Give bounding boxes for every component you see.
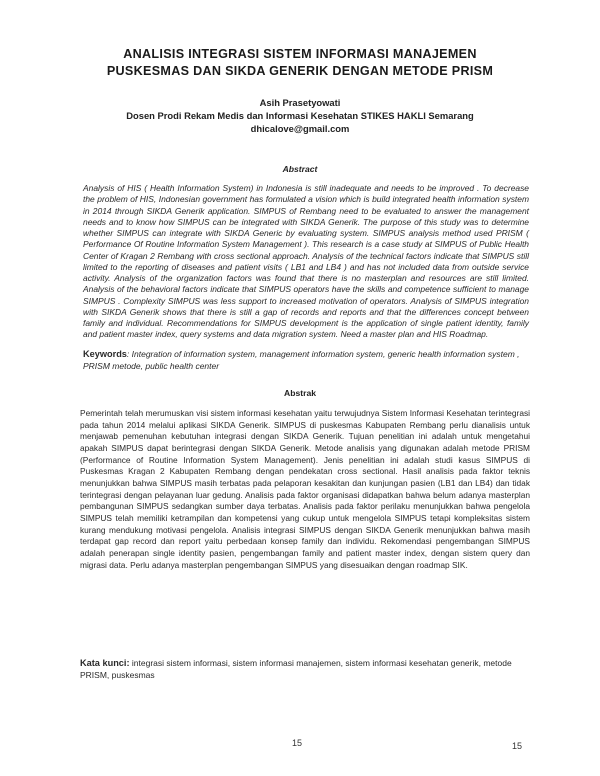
abstract-english: Analysis of HIS ( Health Information System) in Indonesia is still inadequate and needs to be improved . To decrease the problem of HIS, Indonesian government has formulated a vision which is build integrated health information system in 2014 through SIKDA Generik application. SIMPUS of Rembang need to be evaluated to answer the management needs and to know how SIMPUS can be integrated with SIKDA Generik. The purpose of this study was to determine whether SIMPUS can integrate with SIKDA Generic by evaluating system. SIMPUS analysis method used PRISM ( Performance Of Routine Information System Management ). This research is a case study at SIMPUS of Public Health Center of Kragan 2 Rembang with cross sectional approach. Analysis of the technical factors indicate that SIMPUS still limited to the reporting of diseases and patient visits ( LB1 and LB4 ) and has not included data from outside service activity. Analysis of the organization factors was found that there is no masterplan and resources are still limited. Analysis of the behavioral factors indicate that SIMPUS operators have the skills and competence sufficient to manage SIMPUS . Complexity SIMPUS was less support to increased motivation of operators. Analysis of SIMPUS integration with SIKDA Generik shows that there is still a gap of records and reports and that the differences concept between family and individual. Recommendations for SIMPUS development is the application of single patient identity, family and patient master index, query systems and data migration system. Need a master plan and HIS Roadmap. [83, 183, 529, 340]
author-email: dhicalove@gmail.com [250, 123, 350, 134]
author-affiliation: Dosen Prodi Rekam Medis dan Informasi Kesehatan STIKES HAKLI Semarang [126, 110, 474, 121]
title-line-2: PUSKESMAS DAN SIKDA GENERIK DENGAN METODE PRISM [106, 64, 494, 78]
kata-kunci [80, 657, 530, 681]
abstrak-indonesian: Pemerintah telah merumuskan visi sistem informasi kesehatan yaitu terwujudnya Sistem Informasi Kesehatan terintegrasi pada tahun 2014 melalui aplikasi SIKDA Generik. SIMPUS di puskesmas Kabupaten Rembang perlu dianalisis untuk menjawab pemenuhan kebutuhan integrasi dengan SIKDA Generik. Tujuan penelitian ini adalah untuk mengetahui apakah SIMPUS dapat berintegrasi dengan SIKDA Generik. Metode analisis yang digunakan adalah metode PRISM (Performance of Routine Information System Management). Jenis penelitian ini adalah studi kasus SIMPUS di Puskesmas Kragan 2 Kabupaten Rembang dengan pendekatan cross sectional. Hasil analisis pada faktor teknis menunjukkan bahwa SIMPUS masih terbatas pada pelaporan kesakitan dan kunjungan pasien (LB1 dan LB4) dan tidak terintegrasi dengan pelayanan luar gedung. Analisis pada faktor organisasi didapatkan bahwa belum adanya masterplan pembangunan SIMPUS sedangkan sumber daya terbatas. Analisis pada faktor perilaku menunjukkan bahwa pengelola SIMPUS telah memiliki ketrampilan dan kompetensi yang cukup untuk mengelola SIMPUS tetapi kompleksitas sistem kurang mendukung motivasi pengelola. Analisis integrasi SIMPUS dengan SIKDA Generik menunjukkan bahwa masih terdapat gap record dan report yaitu perbedaan konsep family dan individu. Rekomendasi pengembangan SIMPUS adalah penerapan single identity pasien, pengembangan family and patient master index, dengan sistem query dan migrasi data. Perlu adanya masterplan pengembangan SIMPUS yang disesuaikan dengan roadmap SIK. [80, 408, 530, 570]
paper-title [60, 46, 540, 80]
author-block [60, 96, 540, 135]
kata-kunci-label: Kata kunci: [80, 658, 130, 668]
author-name: Asih Prasetyowati [259, 97, 341, 108]
title-line-1: ANALISIS INTEGRASI SISTEM INFORMASI MANAJEMEN [123, 47, 477, 61]
keywords-label: Keywords [83, 349, 127, 359]
page-number-center: 15 [292, 738, 303, 748]
kata-kunci-text: integrasi sistem informasi, sistem informasi manajemen, sistem informasi kesehatan generik, metode PRISM, puskesmas [80, 658, 512, 680]
keywords-text: : Integration of information system, management information system, generic health information system , PRISM metode, public health center [83, 349, 520, 371]
page-number-right: 15 [512, 741, 523, 751]
keywords-english [83, 349, 529, 372]
abstrak-heading: Abstrak [284, 388, 316, 398]
abstract-heading: Abstract [282, 164, 318, 174]
